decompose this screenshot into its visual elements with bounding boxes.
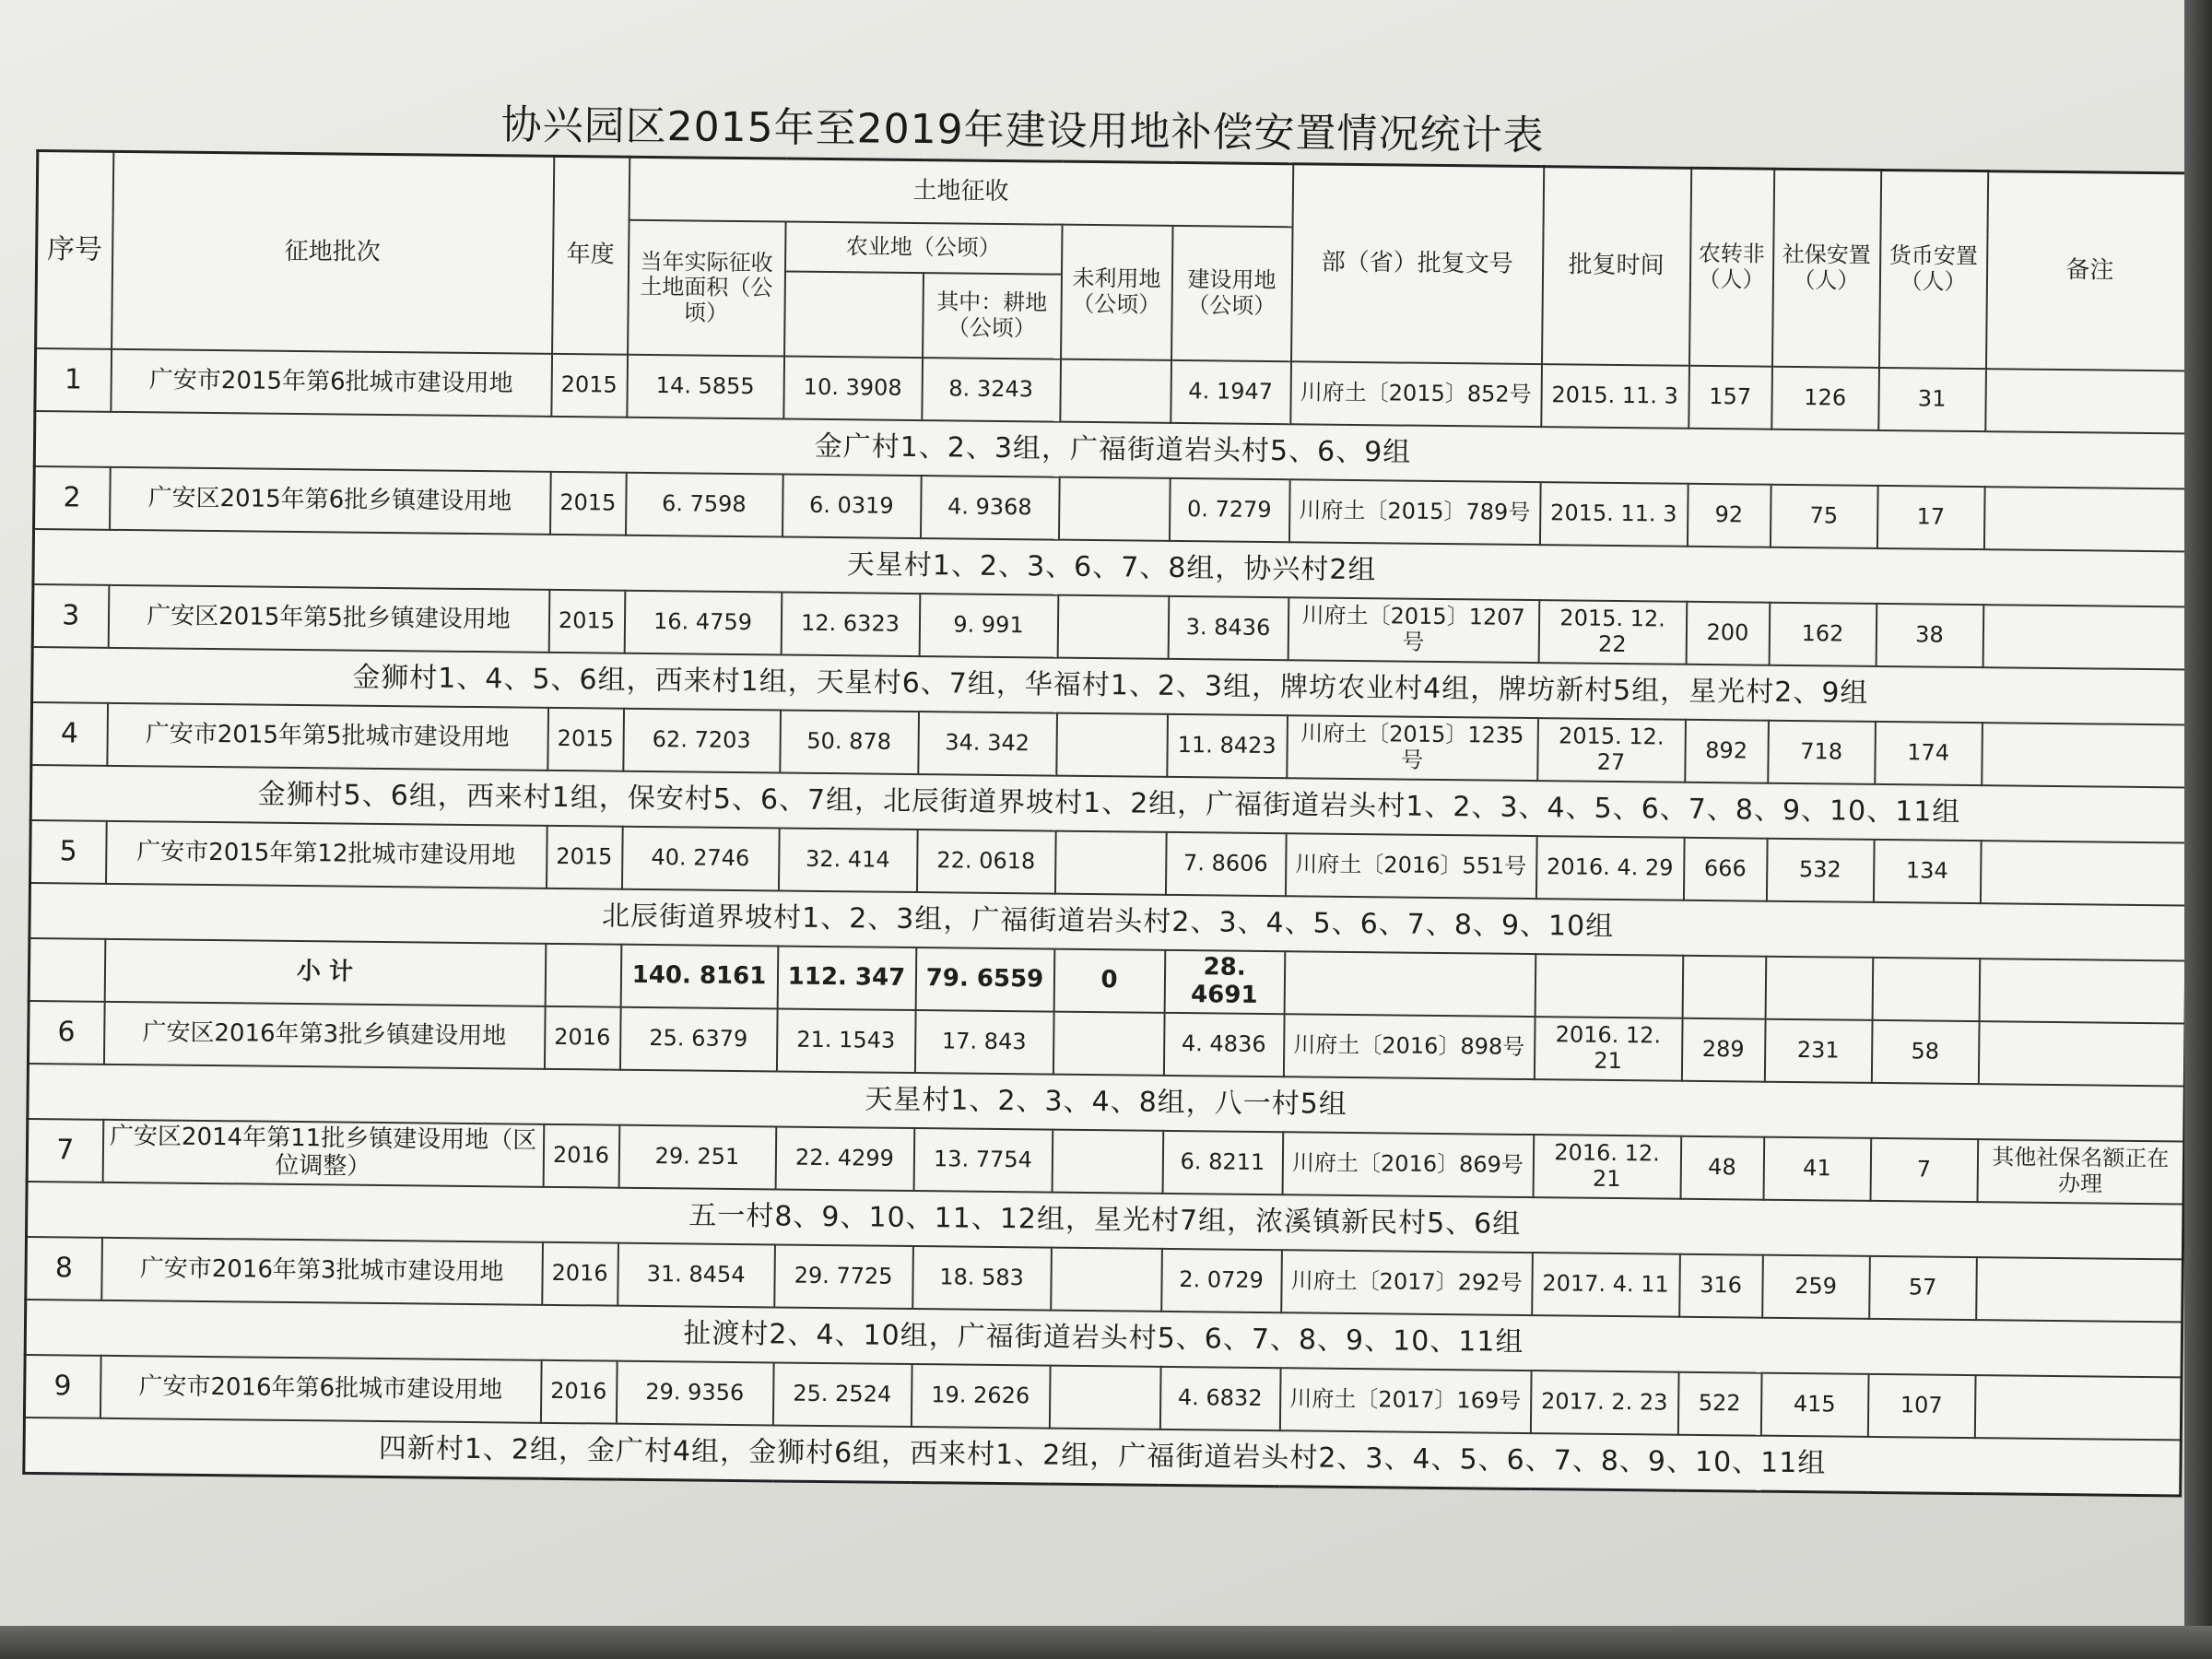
cell-agricultural: 32. 414 [778, 828, 917, 892]
cell-monetary: 31 [1878, 368, 1986, 431]
cell-year: 2015 [551, 354, 628, 418]
cell-actual-area: 40. 2746 [621, 827, 779, 891]
subtotal-arable: 79. 6559 [915, 947, 1054, 1012]
cell-arable: 13. 7754 [913, 1128, 1053, 1193]
subtotal-construction: 28. 4691 [1164, 950, 1285, 1014]
cell-farm-to-nonfarm: 892 [1685, 720, 1769, 783]
spreadsheet [22, 92, 2194, 1497]
cell-farm-to-nonfarm [1682, 956, 1766, 1019]
header-approval-time: 批复时间 [1542, 167, 1691, 366]
cell-social-security: 415 [1760, 1373, 1868, 1437]
header-year: 年度 [552, 156, 629, 354]
cell-year [545, 944, 621, 1007]
cell-actual-area: 29. 251 [618, 1125, 776, 1190]
villages-text: 五一村8、9、10、11、12组，星光村7组，浓溪镇新民村5、6组 [26, 1182, 2183, 1260]
cell-agricultural: 12. 6323 [781, 592, 920, 656]
cell-construction: 4. 6832 [1159, 1367, 1280, 1430]
cell-batch: 广安市2015年第5批城市建设用地 [107, 703, 548, 771]
cell-actual-area: 25. 6379 [619, 1007, 777, 1072]
cell-social-security: 41 [1763, 1137, 1871, 1201]
cell-monetary: 107 [1867, 1374, 1975, 1438]
cell-construction: 3. 8436 [1168, 596, 1288, 660]
cell-unused [1060, 359, 1171, 423]
cell-remarks [1982, 723, 2189, 787]
cell-social-security: 126 [1771, 367, 1879, 430]
cell-approval-time: 2016. 4. 29 [1535, 836, 1684, 900]
subtotal-unused: 0 [1053, 949, 1165, 1013]
cell-unused [1052, 1130, 1163, 1194]
cell-unused [1054, 831, 1166, 895]
cell-arable: 9. 991 [919, 594, 1058, 658]
cell-year: 2016 [540, 1360, 617, 1424]
cell-social-security: 532 [1766, 839, 1874, 902]
cell-unused [1051, 1248, 1162, 1312]
cell-agricultural: 25. 2524 [772, 1362, 912, 1427]
villages-text: 天星村1、2、3、6、7、8组，协兴村2组 [33, 529, 2191, 607]
header-agricultural-total [784, 272, 924, 359]
cell-actual-area: 14. 5855 [627, 355, 784, 419]
cell-construction: 6. 8211 [1162, 1131, 1283, 1194]
cell-farm-to-nonfarm: 92 [1687, 484, 1771, 547]
cell-agricultural: 6. 0319 [782, 474, 921, 538]
header-remarks: 备注 [1986, 171, 2194, 371]
villages-text: 天星村1、2、3、4、8组，八一村5组 [28, 1064, 2185, 1142]
statistics-table [22, 149, 2195, 1497]
cell-approval-time: 2017. 2. 23 [1530, 1371, 1678, 1435]
cell-year: 2015 [546, 826, 622, 889]
cell-monetary: 174 [1875, 722, 1983, 785]
cell-agricultural: 21. 1543 [776, 1008, 915, 1073]
cell-seq: 4 [31, 702, 108, 766]
cell-construction: 11. 8423 [1167, 714, 1288, 778]
cell-remarks [1979, 959, 2186, 1023]
cell-seq: 5 [30, 820, 107, 884]
villages-text: 金狮村5、6组，西来村1组，保安村5、6、7组，北辰街道界坡村1、2组，广福街道岩头村1、2、3、4、5、6、7、8、9、10、11组 [30, 765, 2188, 843]
cell-social-security: 231 [1764, 1019, 1872, 1083]
cell-arable: 34. 342 [918, 712, 1057, 776]
cell-monetary [1872, 958, 1980, 1021]
cell-unused [1058, 477, 1170, 541]
cell-arable: 17. 843 [914, 1010, 1053, 1075]
cell-arable: 4. 9368 [920, 476, 1059, 540]
subtotal-label: 小 计 [104, 939, 546, 1006]
villages-text: 北辰街道界坡村1、2、3组，广福街道岩头村2、3、4、5、6、7、8、9、10组 [29, 883, 2187, 961]
cell-approval-doc: 川府土〔2015〕852号 [1290, 361, 1542, 427]
cell-remarks [1983, 487, 2191, 551]
cell-remarks [1976, 1257, 2183, 1322]
cell-batch: 广安市2016年第3批城市建设用地 [101, 1238, 543, 1305]
cell-approval-time: 2016. 12. 21 [1534, 1017, 1682, 1081]
cell-seq: 1 [35, 348, 112, 412]
cell-year: 2016 [542, 1242, 618, 1306]
cell-year: 2016 [543, 1124, 619, 1188]
cell-farm-to-nonfarm: 48 [1680, 1136, 1764, 1200]
cell-arable: 18. 583 [912, 1246, 1052, 1311]
villages-text: 金广村1、2、3组，广福街道岩头村5、6、9组 [34, 411, 2192, 489]
cell-arable: 22. 0618 [916, 830, 1055, 894]
header-seq: 序号 [36, 151, 113, 349]
cell-seq [29, 938, 105, 1002]
cell-seq: 7 [27, 1119, 103, 1182]
cell-approval-doc [1284, 951, 1535, 1017]
cell-monetary: 58 [1871, 1020, 1979, 1084]
header-social-security: 社保安置（人） [1772, 169, 1881, 368]
cell-actual-area: 62. 7203 [623, 709, 781, 773]
cell-farm-to-nonfarm: 666 [1683, 838, 1767, 901]
cell-seq: 3 [32, 584, 109, 648]
header-batch: 征地批次 [112, 151, 554, 353]
cell-farm-to-nonfarm: 289 [1681, 1018, 1765, 1082]
header-arable: 其中：耕地（公顷） [923, 273, 1062, 359]
cell-year: 2016 [544, 1006, 620, 1070]
header-land-acquisition: 土地征收 [629, 157, 1293, 227]
cell-monetary: 7 [1870, 1138, 1978, 1202]
cell-farm-to-nonfarm: 200 [1686, 602, 1770, 665]
cell-approval-doc: 川府土〔2017〕169号 [1279, 1368, 1531, 1433]
cell-year: 2015 [548, 590, 625, 653]
monitor-bezel-bottom [0, 1626, 2212, 1659]
cell-social-security: 162 [1769, 603, 1877, 666]
cell-approval-time: 2015. 11. 3 [1539, 482, 1688, 547]
cell-approval-doc: 川府土〔2016〕551号 [1285, 833, 1536, 899]
cell-unused [1049, 1366, 1160, 1430]
villages-text: 金狮村1、4、5、6组，西来村1组，天星村6、7组，华福村1、2、3组，牌坊农业村4组，牌坊新村5组，星光村2、9组 [32, 647, 2190, 725]
cell-social-security: 259 [1762, 1255, 1870, 1319]
cell-monetary: 134 [1873, 840, 1981, 903]
villages-text: 扯渡村2、4、10组，广福街道岩头村5、6、7、8、9、10、11组 [25, 1300, 2183, 1378]
cell-approval-time: 2015. 12. 22 [1538, 600, 1687, 665]
cell-agricultural: 22. 4299 [775, 1126, 914, 1191]
cell-approval-doc: 川府土〔2016〕869号 [1282, 1132, 1534, 1197]
cell-approval-doc: 川府土〔2015〕1207号 [1288, 597, 1539, 663]
header-agricultural: 农业地（公顷） [785, 222, 1063, 275]
cell-approval-time: 2017. 4. 11 [1532, 1253, 1680, 1317]
subtotal-agricultural: 112. 347 [777, 946, 916, 1010]
cell-batch: 广安区2016年第3批乡镇建设用地 [103, 1002, 545, 1069]
cell-arable: 8. 3243 [922, 358, 1061, 422]
cell-actual-area: 29. 9356 [616, 1361, 773, 1426]
cell-monetary: 57 [1869, 1256, 1977, 1320]
cell-actual-area: 6. 7598 [626, 473, 783, 537]
cell-approval-time: 2015. 12. 27 [1537, 718, 1686, 782]
cell-batch: 广安市2015年第12批城市建设用地 [106, 821, 547, 888]
cell-unused [1053, 1012, 1164, 1076]
cell-seq: 6 [28, 1001, 104, 1065]
cell-batch: 广安市2015年第6批城市建设用地 [111, 349, 552, 417]
cell-remarks: 其他社保名额正在办理 [1977, 1139, 2184, 1204]
header-unused: 未利用地（公顷） [1061, 225, 1173, 360]
cell-seq: 8 [26, 1237, 102, 1300]
cell-unused [1057, 595, 1169, 659]
cell-approval-time: 2016. 12. 21 [1533, 1135, 1681, 1199]
cell-year: 2015 [547, 708, 624, 771]
header-actual-area: 当年实际征收土地面积（公顷） [628, 220, 786, 357]
cell-construction: 2. 0729 [1161, 1249, 1282, 1312]
cell-social-security: 75 [1770, 485, 1877, 548]
cell-construction: 0. 7279 [1169, 478, 1289, 542]
cell-social-security [1765, 957, 1873, 1020]
cell-agricultural: 29. 7725 [774, 1244, 913, 1309]
cell-agricultural: 50. 878 [780, 710, 919, 774]
header-construction: 建设用地（公顷） [1171, 226, 1293, 361]
cell-remarks [1980, 841, 2187, 905]
cell-remarks [1974, 1375, 2182, 1440]
header-monetary: 货币安置（人） [1879, 170, 1988, 369]
cell-year: 2015 [550, 472, 627, 535]
page-title: 协兴园区2015年至2019年建设用地补偿安置情况统计表 [500, 101, 1545, 160]
cell-farm-to-nonfarm: 522 [1677, 1372, 1761, 1436]
cell-batch: 广安市2016年第6批城市建设用地 [100, 1356, 541, 1423]
cell-arable: 19. 2626 [911, 1364, 1050, 1429]
cell-batch: 广安区2015年第5批乡镇建设用地 [108, 585, 549, 653]
cell-social-security: 718 [1768, 721, 1876, 784]
cell-approval-doc: 川府土〔2015〕1235号 [1287, 715, 1538, 781]
cell-construction: 4. 1947 [1171, 360, 1291, 424]
header-approval-doc: 部（省）批复文号 [1291, 164, 1544, 364]
cell-farm-to-nonfarm: 157 [1688, 366, 1772, 429]
cell-approval-doc: 川府土〔2016〕898号 [1283, 1014, 1535, 1079]
cell-seq: 9 [24, 1355, 100, 1418]
cell-batch: 广安区2014年第11批乡镇建设用地（区位调整） [102, 1120, 544, 1187]
cell-seq: 2 [34, 466, 111, 530]
villages-text: 四新村1、2组，金广村4组，金狮村6组，西来村1、2组，广福街道岩头村2、3、4、5、6、7、8、9、10、11组 [24, 1418, 2182, 1496]
cell-remarks [1985, 369, 2193, 433]
cell-remarks [1978, 1021, 2185, 1086]
cell-monetary: 38 [1876, 604, 1983, 667]
header-farm-to-nonfarm: 农转非（人） [1689, 168, 1774, 366]
cell-farm-to-nonfarm: 316 [1679, 1254, 1763, 1318]
cell-monetary: 17 [1877, 486, 1984, 549]
cell-approval-doc: 川府土〔2015〕789号 [1288, 479, 1540, 545]
cell-actual-area: 16. 4759 [624, 591, 782, 655]
cell-approval-time: 2015. 11. 3 [1541, 364, 1689, 429]
cell-construction: 7. 8606 [1165, 832, 1286, 896]
cell-agricultural: 10. 3908 [783, 357, 923, 421]
cell-actual-area: 31. 8454 [618, 1243, 775, 1308]
cell-batch: 广安区2015年第6批乡镇建设用地 [110, 467, 551, 535]
cell-remarks [1983, 605, 2190, 669]
cell-approval-time [1535, 954, 1683, 1018]
cell-construction: 4. 4836 [1163, 1013, 1284, 1077]
monitor-bezel-right [2184, 0, 2212, 1659]
subtotal-actual-area: 140. 8161 [620, 945, 778, 1009]
cell-unused [1056, 713, 1168, 777]
cell-approval-doc: 川府土〔2017〕292号 [1281, 1250, 1533, 1315]
